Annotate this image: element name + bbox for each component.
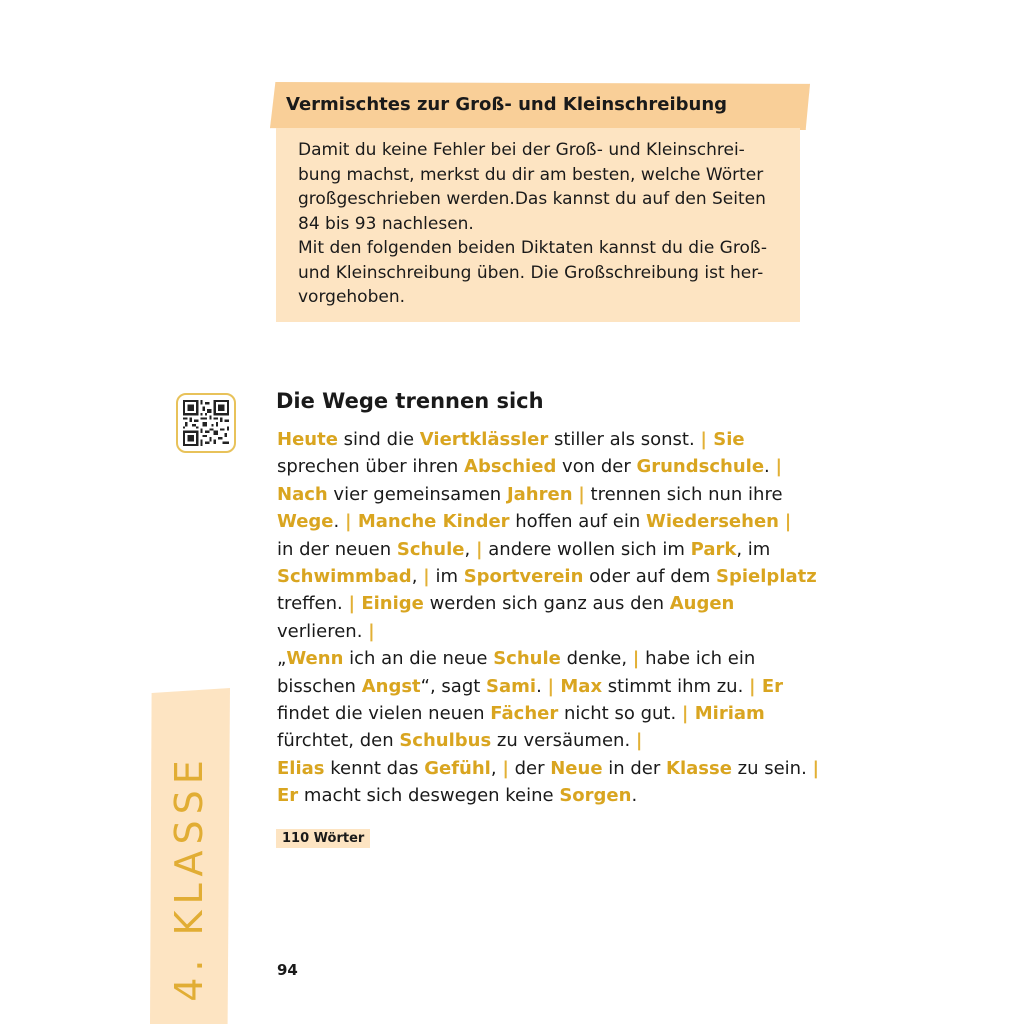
- capitalized-word: Max: [560, 675, 603, 697]
- text-segment: hoffen auf ein: [509, 511, 646, 533]
- word-count-badge: 110 Wörter: [276, 829, 370, 848]
- text-segment: .: [536, 675, 548, 697]
- capitalized-word: Sportverein: [463, 565, 584, 587]
- pause-marker: |: [344, 511, 358, 533]
- capitalized-word: Elias: [277, 757, 325, 779]
- dictation-line: [277, 645, 807, 672]
- text-segment: verlieren.: [277, 620, 369, 642]
- text-segment: sprechen über ihren: [277, 456, 465, 478]
- info-box-paragraph-2: Mit den folgenden beiden Diktaten kannst du die Groß- und Kleinschreibung üben. Die Großschreibung ist her- vorgehoben.: [298, 238, 768, 307]
- text-segment: andere wollen sich im: [482, 538, 691, 560]
- dictation-line: [277, 727, 807, 754]
- capitalized-word: Schule: [396, 538, 465, 560]
- side-tab-label: 4. KLASSE: [167, 754, 211, 1002]
- text-segment: werden sich ganz aus den: [423, 593, 670, 615]
- text-segment: stiller als sonst.: [548, 429, 701, 450]
- capitalized-word: Schulbus: [399, 730, 492, 752]
- capitalized-word: Er: [761, 675, 784, 697]
- pause-marker: |: [775, 456, 783, 478]
- capitalized-word: Klasse: [666, 757, 732, 779]
- capitalized-word: Einige: [361, 593, 424, 615]
- text-segment: „: [277, 648, 287, 670]
- text-segment: sind die: [337, 429, 420, 450]
- text-segment: bisschen: [277, 675, 362, 697]
- capitalized-word: Sorgen: [559, 785, 632, 807]
- text-segment: trennen sich nun ihre: [584, 483, 783, 505]
- text-segment: .: [631, 785, 638, 807]
- capitalized-word: Spielplatz: [716, 565, 817, 587]
- text-segment: fürchtet, den: [277, 730, 400, 752]
- capitalized-word: Neue: [550, 757, 603, 779]
- text-segment: , im: [736, 538, 771, 560]
- capitalized-word: Wenn: [286, 648, 344, 670]
- dictation-text: [277, 426, 820, 809]
- text-segment: der: [508, 757, 551, 779]
- text-segment: von der: [556, 456, 637, 478]
- pause-marker: |: [749, 675, 762, 697]
- dictation-line: [277, 481, 807, 508]
- text-segment: habe ich ein: [639, 648, 756, 670]
- dictation-line: [277, 563, 817, 590]
- capitalized-word: Jahren: [506, 483, 573, 505]
- text-segment: in der: [602, 757, 667, 779]
- pause-marker: |: [681, 702, 695, 724]
- text-segment: kennt das: [324, 757, 425, 779]
- capitalized-word: Grundschule: [636, 456, 765, 478]
- text-segment: zu versäumen.: [491, 730, 636, 752]
- text-segment: “, sagt: [420, 675, 487, 697]
- pause-marker: |: [502, 757, 509, 779]
- pause-marker: |: [547, 675, 561, 697]
- pause-marker: |: [632, 648, 640, 670]
- capitalized-word: Schwimmbad: [277, 565, 412, 587]
- text-segment: findet die vielen neuen: [277, 702, 491, 724]
- pause-marker: |: [700, 429, 714, 450]
- capitalized-word: Nach: [277, 483, 328, 505]
- text-segment: stimmt ihm zu.: [602, 675, 750, 697]
- dictation-line: [277, 590, 807, 617]
- pause-marker: |: [475, 538, 483, 560]
- capitalized-word: Wiedersehen: [646, 511, 779, 533]
- capitalized-word: Sie: [713, 429, 745, 450]
- pause-marker: |: [578, 483, 585, 505]
- text-segment: nicht so gut.: [558, 702, 682, 724]
- capitalized-word: Manche Kinder: [357, 511, 510, 533]
- pause-marker: |: [812, 757, 820, 779]
- dictation-line: [277, 618, 807, 645]
- qr-code-icon[interactable]: [176, 393, 236, 453]
- text-segment: zu sein.: [731, 757, 813, 779]
- dictation-line: [277, 453, 807, 480]
- dictation-line: [277, 782, 807, 809]
- info-box-paragraph-1: Damit du keine Fehler bei der Groß- und Kleinschrei- bung machst, merkst du dir am besten, welche Wörter großgeschrieben werden.Das kannst du auf den Seiten 84 bis 93 nachlesen.: [298, 140, 766, 234]
- capitalized-word: Gefühl: [424, 757, 491, 779]
- text-segment: .: [764, 456, 776, 478]
- capitalized-word: Miriam: [694, 702, 765, 724]
- dictation-title: Die Wege trennen sich: [276, 389, 544, 413]
- text-segment: treffen.: [277, 593, 349, 615]
- text-segment: im: [429, 565, 464, 587]
- dictation-line: [277, 536, 807, 563]
- capitalized-word: Fächer: [490, 702, 559, 724]
- capitalized-word: Wege: [277, 511, 334, 533]
- pause-marker: |: [348, 593, 362, 615]
- qr-code-graphic: [183, 400, 229, 446]
- page-number: 94: [277, 961, 298, 979]
- capitalized-word: Heute: [277, 429, 338, 450]
- text-segment: vier gemeinsamen: [327, 483, 507, 505]
- dictation-line: [277, 508, 807, 535]
- capitalized-word: Park: [690, 538, 737, 560]
- capitalized-word: Schule: [493, 648, 561, 670]
- text-segment: oder auf dem: [583, 565, 717, 587]
- pause-marker: |: [368, 620, 375, 642]
- info-box-title: Vermischtes zur Groß- und Kleinschreibung: [286, 94, 728, 115]
- dictation-line: [277, 426, 807, 453]
- text-segment: ,: [490, 757, 503, 779]
- text-segment: ,: [411, 565, 424, 587]
- capitalized-word: Angst: [361, 675, 421, 697]
- capitalized-word: Viertklässler: [419, 429, 549, 450]
- text-segment: .: [333, 511, 345, 533]
- text-segment: in der neuen: [277, 538, 397, 560]
- dictation-line: [277, 755, 820, 782]
- pause-marker: |: [784, 511, 792, 533]
- capitalized-word: Augen: [669, 593, 735, 615]
- text-segment: denke,: [560, 648, 633, 670]
- pause-marker: |: [423, 565, 430, 587]
- text-segment: ich an die neue: [343, 648, 494, 670]
- capitalized-word: Abschied: [464, 456, 557, 478]
- text-segment: macht sich deswegen keine: [298, 785, 560, 807]
- capitalized-word: Sami: [486, 675, 537, 697]
- dictation-line: [277, 700, 807, 727]
- pause-marker: |: [635, 730, 643, 752]
- text-segment: ,: [464, 538, 476, 560]
- capitalized-word: Er: [277, 785, 299, 807]
- dictation-line: [277, 673, 807, 700]
